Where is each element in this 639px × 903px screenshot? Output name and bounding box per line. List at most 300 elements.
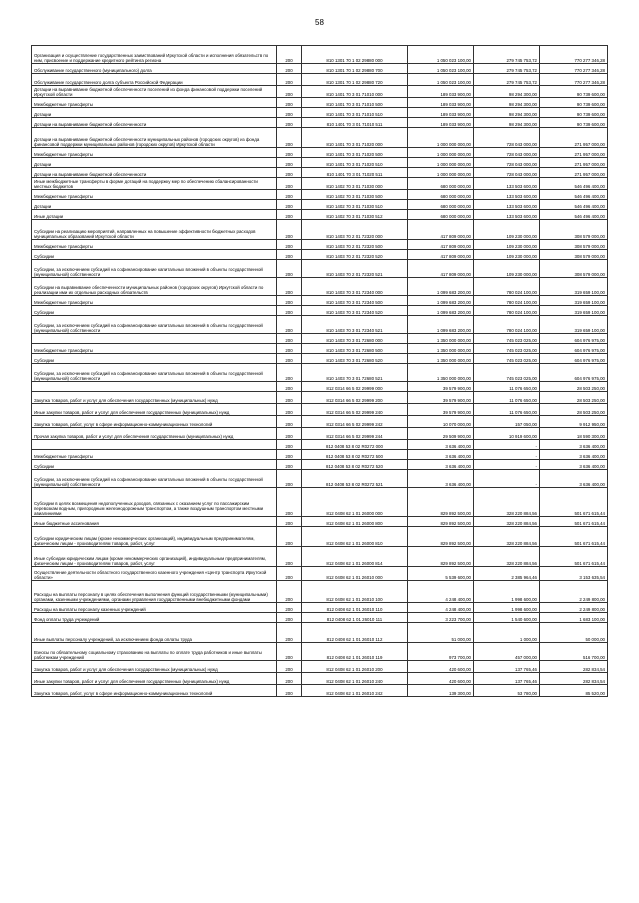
row-unexecuted-amount: 282 834,54 bbox=[540, 661, 608, 673]
table-row bbox=[32, 567, 608, 581]
row-name: Субсидии, за исключением субсидий на софинансирование капитальных вложений в объекты государственной (муниципальной) собственности bbox=[32, 316, 277, 334]
row-budget-code: 812 0408 62 1 01 26010 200 bbox=[302, 661, 408, 673]
row-admin-code: 200 bbox=[277, 240, 302, 250]
row-name: Субсидии, за исключением субсидий на софинансирование капитальных вложений в объекты государственной (муниципальной) собственности bbox=[32, 260, 277, 278]
row-budget-code: 810 1301 70 1 02 29880 000 bbox=[302, 46, 408, 64]
row-budget-code: 810 1403 70 3 01 72680 521 bbox=[302, 364, 408, 382]
table-row bbox=[32, 210, 608, 220]
table-row bbox=[32, 148, 608, 158]
row-admin-code: 200 bbox=[277, 428, 302, 440]
row-admin-code: 200 bbox=[277, 581, 302, 603]
row-unexecuted-amount: 516 700,00 bbox=[540, 643, 608, 661]
table-row bbox=[32, 527, 608, 547]
table-row bbox=[32, 392, 608, 404]
row-name: Межбюджетные трансферты bbox=[32, 450, 277, 460]
row-unexecuted-amount: 28 503 250,00 bbox=[540, 392, 608, 404]
row-executed-amount: 728 043 000,00 bbox=[474, 158, 540, 168]
row-executed-amount: 1 998 600,00 bbox=[474, 581, 540, 603]
row-budget-code: 810 1401 70 3 01 71020 000 bbox=[302, 128, 408, 148]
row-unexecuted-amount: 90 739 600,00 bbox=[540, 108, 608, 118]
row-executed-amount: 2 385 964,46 bbox=[474, 567, 540, 581]
row-name: Субсидии в целях возмещения недополученных доходов, связанных с оказанием услуг по пассажирским перевозкам водным, пригородным железнодорожным транспортом, а также воздушным транспортом местными авиалиниями bbox=[32, 488, 277, 517]
row-admin-code: 200 bbox=[277, 460, 302, 470]
row-name bbox=[32, 382, 277, 392]
row-unexecuted-amount: 319 659 100,00 bbox=[540, 296, 608, 306]
row-unexecuted-amount: 3 636 400,00 bbox=[540, 470, 608, 488]
row-executed-amount: 780 024 100,00 bbox=[474, 296, 540, 306]
row-unexecuted-amount: 604 976 975,00 bbox=[540, 334, 608, 344]
row-budget-code: 810 1403 70 3 01 72340 000 bbox=[302, 278, 408, 296]
row-budget-code: 810 1402 70 3 01 71030 000 bbox=[302, 178, 408, 190]
row-name: Закупка товаров, работ, услуг в сфере информационно-коммуникационных технологий bbox=[32, 416, 277, 428]
row-name: Иные закупки товаров, работ и услуг для обеспечения государственных (муниципальных) нужд bbox=[32, 673, 277, 685]
table-row bbox=[32, 450, 608, 460]
row-admin-code: 200 bbox=[277, 190, 302, 200]
row-budget-code: 812 0408 62 1 01 26010 100 bbox=[302, 581, 408, 603]
row-budget-code: 810 1402 70 3 01 71030 510 bbox=[302, 200, 408, 210]
row-unexecuted-amount: 546 496 400,00 bbox=[540, 178, 608, 190]
row-executed-amount: 109 230 000,00 bbox=[474, 260, 540, 278]
row-executed-amount: 109 230 000,00 bbox=[474, 220, 540, 240]
table-row bbox=[32, 306, 608, 316]
table-row bbox=[32, 603, 608, 613]
row-name: Дотации на выравнивание бюджетной обеспеченности поселений из фонда финансовой поддержки поселений Иркутской области bbox=[32, 86, 277, 98]
row-approved-amount: 1 350 000 000,00 bbox=[408, 344, 474, 354]
table-row bbox=[32, 46, 608, 64]
row-executed-amount: 780 024 100,00 bbox=[474, 316, 540, 334]
table-row bbox=[32, 364, 608, 382]
row-unexecuted-amount: 3 153 635,54 bbox=[540, 567, 608, 581]
row-unexecuted-amount: 546 496 400,00 bbox=[540, 190, 608, 200]
row-executed-amount: 109 230 000,00 bbox=[474, 250, 540, 260]
row-budget-code: 812 0408 62 1 01 26000 814 bbox=[302, 547, 408, 567]
row-budget-code: 812 0314 66 5 02 29999 242 bbox=[302, 416, 408, 428]
row-budget-code: 810 1403 70 3 01 72340 521 bbox=[302, 316, 408, 334]
row-executed-amount: 279 745 753,72 bbox=[474, 74, 540, 86]
row-admin-code: 200 bbox=[277, 334, 302, 344]
table-row bbox=[32, 118, 608, 128]
row-budget-code: 810 1402 70 3 01 71030 512 bbox=[302, 210, 408, 220]
table-row bbox=[32, 440, 608, 450]
row-unexecuted-amount: 546 496 400,00 bbox=[540, 210, 608, 220]
row-budget-code: 810 1401 70 3 01 71020 500 bbox=[302, 148, 408, 158]
budget-table bbox=[31, 45, 608, 697]
row-admin-code: 200 bbox=[277, 613, 302, 623]
row-name: Межбюджетные трансферты bbox=[32, 148, 277, 158]
row-name: Закупка товаров, работ и услуг для обеспечения государственных (муниципальных) нужд bbox=[32, 392, 277, 404]
table-row bbox=[32, 673, 608, 685]
row-name: Дотации bbox=[32, 200, 277, 210]
row-executed-amount: 133 503 600,00 bbox=[474, 210, 540, 220]
row-admin-code: 200 bbox=[277, 210, 302, 220]
row-budget-code: 810 1403 70 3 01 72340 500 bbox=[302, 296, 408, 306]
table-row bbox=[32, 470, 608, 488]
row-approved-amount: 4 248 400,00 bbox=[408, 581, 474, 603]
row-budget-code: 812 0408 62 1 01 26010 240 bbox=[302, 673, 408, 685]
row-admin-code: 200 bbox=[277, 643, 302, 661]
row-name: Субсидии, за исключением субсидий на софинансирование капитальных вложений в объекты государственной (муниципальной) собственности bbox=[32, 364, 277, 382]
table-row bbox=[32, 428, 608, 440]
row-budget-code: 812 0408 53 8 02 R0272 500 bbox=[302, 450, 408, 460]
row-executed-amount: 11 076 650,00 bbox=[474, 392, 540, 404]
row-admin-code: 200 bbox=[277, 158, 302, 168]
row-name: Субсидии на реализацию мероприятий, направленных на повышение эффективности бюджетных расходов муниципальных образований Иркутской области bbox=[32, 220, 277, 240]
row-executed-amount: 157 050,00 bbox=[474, 416, 540, 428]
row-admin-code: 200 bbox=[277, 547, 302, 567]
table-row bbox=[32, 64, 608, 74]
row-name: Дотации bbox=[32, 108, 277, 118]
row-unexecuted-amount: 50 000,00 bbox=[540, 623, 608, 643]
row-unexecuted-amount: 3 636 400,00 bbox=[540, 440, 608, 450]
row-budget-code: 810 1403 70 2 01 72320 521 bbox=[302, 260, 408, 278]
row-approved-amount: 51 000,00 bbox=[408, 623, 474, 643]
table-row bbox=[32, 86, 608, 98]
row-approved-amount: 189 033 900,00 bbox=[408, 98, 474, 108]
row-name bbox=[32, 440, 277, 450]
row-name: Межбюджетные трансферты bbox=[32, 98, 277, 108]
table-row bbox=[32, 128, 608, 148]
row-unexecuted-amount: 282 834,54 bbox=[540, 673, 608, 685]
row-admin-code: 200 bbox=[277, 200, 302, 210]
row-executed-amount: 745 023 025,00 bbox=[474, 344, 540, 354]
row-unexecuted-amount: 770 277 346,28 bbox=[540, 64, 608, 74]
row-name: Прочая закупка товаров, работ и услуг для обеспечения государственных (муниципальных) нужд bbox=[32, 428, 277, 440]
table-row bbox=[32, 260, 608, 278]
table-row bbox=[32, 547, 608, 567]
row-unexecuted-amount: 770 277 346,28 bbox=[540, 46, 608, 64]
row-budget-code: 810 1401 70 3 01 71010 500 bbox=[302, 98, 408, 108]
table-row bbox=[32, 517, 608, 527]
row-admin-code: 200 bbox=[277, 250, 302, 260]
row-budget-code: 810 1401 70 3 01 71020 511 bbox=[302, 168, 408, 178]
row-unexecuted-amount: 319 659 100,00 bbox=[540, 306, 608, 316]
table-row bbox=[32, 250, 608, 260]
row-admin-code: 200 bbox=[277, 567, 302, 581]
row-name: Расходы на выплаты персоналу в целях обеспечения выполнения функций государственными (муниципальными) органами, казенными учреждениями, органами управления государственными внебюджетными фондами bbox=[32, 581, 277, 603]
table-row bbox=[32, 178, 608, 190]
row-approved-amount: 1 099 683 200,00 bbox=[408, 316, 474, 334]
row-admin-code: 200 bbox=[277, 440, 302, 450]
row-approved-amount: 829 892 500,00 bbox=[408, 547, 474, 567]
page-number: 58 bbox=[315, 18, 324, 27]
row-admin-code: 200 bbox=[277, 74, 302, 86]
row-admin-code: 200 bbox=[277, 470, 302, 488]
table-row bbox=[32, 98, 608, 108]
table-row bbox=[32, 220, 608, 240]
row-approved-amount: 5 539 600,00 bbox=[408, 567, 474, 581]
row-name: Иные бюджетные ассигнования bbox=[32, 517, 277, 527]
row-name: Субсидии юридическим лицам (кроме некоммерческих организаций), индивидуальным предпринимателям, физическим лицам - производителям товаров, работ, услуг bbox=[32, 527, 277, 547]
row-unexecuted-amount: 271 957 000,00 bbox=[540, 168, 608, 178]
row-approved-amount: 1 099 683 200,00 bbox=[408, 278, 474, 296]
row-name: Взносы по обязательному социальному страхованию на выплаты по оплате труда работников и иные выплаты работникам учреждений bbox=[32, 643, 277, 661]
row-approved-amount: 39 579 900,00 bbox=[408, 404, 474, 416]
table-row bbox=[32, 643, 608, 661]
row-approved-amount: 10 070 000,00 bbox=[408, 416, 474, 428]
row-name: Расходы на выплаты персоналу казенных учреждений bbox=[32, 603, 277, 613]
row-approved-amount: 1 350 000 000,00 bbox=[408, 334, 474, 344]
row-budget-code: 812 0314 66 5 02 29999 000 bbox=[302, 382, 408, 392]
row-budget-code: 810 1403 70 3 01 72680 000 bbox=[302, 334, 408, 344]
row-executed-amount: 98 294 300,00 bbox=[474, 98, 540, 108]
row-name: Дотации bbox=[32, 158, 277, 168]
row-name: Межбюджетные трансферты bbox=[32, 240, 277, 250]
row-admin-code: 200 bbox=[277, 98, 302, 108]
row-unexecuted-amount: 28 503 250,00 bbox=[540, 382, 608, 392]
row-unexecuted-amount: 319 659 100,00 bbox=[540, 316, 608, 334]
row-admin-code: 200 bbox=[277, 178, 302, 190]
row-budget-code: 810 1401 70 3 01 71010 000 bbox=[302, 86, 408, 98]
row-approved-amount: 829 892 500,00 bbox=[408, 517, 474, 527]
row-unexecuted-amount: 28 503 250,00 bbox=[540, 404, 608, 416]
row-name: Межбюджетные трансферты bbox=[32, 190, 277, 200]
row-approved-amount: 417 809 000,00 bbox=[408, 240, 474, 250]
table-row bbox=[32, 460, 608, 470]
row-admin-code: 200 bbox=[277, 517, 302, 527]
row-name: Межбюджетные трансферты bbox=[32, 344, 277, 354]
row-name: Осуществление деятельности областного государственного казенного учреждения «Центр транспорта Иркутской области» bbox=[32, 567, 277, 581]
row-admin-code: 200 bbox=[277, 527, 302, 547]
row-unexecuted-amount: 90 739 600,00 bbox=[540, 118, 608, 128]
row-executed-amount: 328 220 884,56 bbox=[474, 547, 540, 567]
row-budget-code: 812 0408 62 1 01 26010 119 bbox=[302, 643, 408, 661]
row-executed-amount: 133 503 600,00 bbox=[474, 200, 540, 210]
table-row bbox=[32, 661, 608, 673]
row-unexecuted-amount: 546 496 400,00 bbox=[540, 200, 608, 210]
row-budget-code: 810 1401 70 3 01 71020 510 bbox=[302, 158, 408, 168]
row-admin-code: 200 bbox=[277, 685, 302, 697]
row-admin-code: 200 bbox=[277, 354, 302, 364]
row-approved-amount: 1 050 023 100,00 bbox=[408, 46, 474, 64]
row-name: Закупка товаров, работ и услуг для обеспечения государственных (муниципальных) нужд bbox=[32, 661, 277, 673]
row-unexecuted-amount: 2 249 800,00 bbox=[540, 581, 608, 603]
row-approved-amount: 417 809 000,00 bbox=[408, 250, 474, 260]
row-approved-amount: 1 050 023 100,00 bbox=[408, 64, 474, 74]
row-admin-code: 200 bbox=[277, 450, 302, 460]
row-budget-code: 810 1403 70 3 01 72340 520 bbox=[302, 306, 408, 316]
row-name bbox=[32, 334, 277, 344]
row-admin-code: 200 bbox=[277, 488, 302, 517]
row-executed-amount: 98 294 300,00 bbox=[474, 108, 540, 118]
row-admin-code: 200 bbox=[277, 661, 302, 673]
row-unexecuted-amount: 308 579 000,00 bbox=[540, 220, 608, 240]
row-unexecuted-amount: 770 277 346,28 bbox=[540, 74, 608, 86]
row-approved-amount: 189 033 900,00 bbox=[408, 86, 474, 98]
row-name: Иные субсидии юридическим лицам (кроме некоммерческих организаций), индивидуальным предпринимателям, физическим лицам - производителям товаров, работ, услуг bbox=[32, 547, 277, 567]
row-name: Субсидии bbox=[32, 250, 277, 260]
row-unexecuted-amount: 604 976 975,00 bbox=[540, 354, 608, 364]
row-admin-code: 200 bbox=[277, 108, 302, 118]
row-approved-amount: 680 000 000,00 bbox=[408, 190, 474, 200]
table-row bbox=[32, 382, 608, 392]
row-approved-amount: 3 636 400,00 bbox=[408, 470, 474, 488]
row-unexecuted-amount: 319 659 100,00 bbox=[540, 278, 608, 296]
row-unexecuted-amount: 3 636 400,00 bbox=[540, 450, 608, 460]
row-executed-amount: 780 024 100,00 bbox=[474, 306, 540, 316]
row-unexecuted-amount: 308 579 000,00 bbox=[540, 240, 608, 250]
row-approved-amount: 420 600,00 bbox=[408, 661, 474, 673]
row-budget-code: 812 0408 62 1 01 26000 810 bbox=[302, 527, 408, 547]
row-approved-amount: 1 000 000 000,00 bbox=[408, 168, 474, 178]
row-executed-amount: 109 230 000,00 bbox=[474, 240, 540, 250]
table-row bbox=[32, 200, 608, 210]
row-budget-code: 810 1301 70 1 02 29880 700 bbox=[302, 64, 408, 74]
row-name: Межбюджетные трансферты bbox=[32, 296, 277, 306]
row-approved-amount: 29 509 900,00 bbox=[408, 428, 474, 440]
row-executed-amount: 133 503 600,00 bbox=[474, 190, 540, 200]
row-unexecuted-amount: 85 520,00 bbox=[540, 685, 608, 697]
row-executed-amount: 1 540 600,00 bbox=[474, 613, 540, 623]
row-budget-code: 812 0408 53 8 02 R0272 520 bbox=[302, 460, 408, 470]
table-row bbox=[32, 488, 608, 517]
row-admin-code: 200 bbox=[277, 128, 302, 148]
table-row bbox=[32, 344, 608, 354]
row-admin-code: 200 bbox=[277, 278, 302, 296]
row-budget-code: 810 1403 70 2 01 72320 500 bbox=[302, 240, 408, 250]
row-approved-amount: 1 099 683 200,00 bbox=[408, 296, 474, 306]
row-unexecuted-amount: 501 671 615,44 bbox=[540, 527, 608, 547]
row-admin-code: 200 bbox=[277, 364, 302, 382]
row-executed-amount: 11 076 650,00 bbox=[474, 404, 540, 416]
row-admin-code: 200 bbox=[277, 118, 302, 128]
row-executed-amount: 780 024 100,00 bbox=[474, 278, 540, 296]
row-executed-amount: 728 043 000,00 bbox=[474, 128, 540, 148]
row-approved-amount: 39 579 900,00 bbox=[408, 382, 474, 392]
row-name: Обслуживание государственного долга субъекта Российской Федерации bbox=[32, 74, 277, 86]
row-executed-amount: 328 220 884,56 bbox=[474, 517, 540, 527]
row-budget-code: 810 1403 70 3 01 72680 500 bbox=[302, 344, 408, 354]
row-approved-amount: 417 809 000,00 bbox=[408, 260, 474, 278]
row-approved-amount: 1 099 683 200,00 bbox=[408, 306, 474, 316]
row-unexecuted-amount: 1 683 100,00 bbox=[540, 613, 608, 623]
row-unexecuted-amount: 90 739 600,00 bbox=[540, 98, 608, 108]
row-approved-amount: 189 033 900,00 bbox=[408, 118, 474, 128]
row-executed-amount: 98 294 300,00 bbox=[474, 86, 540, 98]
row-unexecuted-amount: 501 671 615,44 bbox=[540, 488, 608, 517]
budget-table-body bbox=[32, 46, 608, 697]
row-executed-amount: 279 745 753,72 bbox=[474, 64, 540, 74]
row-executed-amount: 728 043 000,00 bbox=[474, 168, 540, 178]
row-name: Дотации на выравнивание бюджетной обеспеченности муниципальных районов (городских округов) из фонда финансовой поддержки муниципальных районов (городских округов) Иркутской области bbox=[32, 128, 277, 148]
row-name: Организация и осуществление государственных заимствований Иркутской области и исполнения обязательств по ним, присвоение и поддержание кредитного рейтинга региона bbox=[32, 46, 277, 64]
row-admin-code: 200 bbox=[277, 416, 302, 428]
table-row bbox=[32, 404, 608, 416]
row-approved-amount: 417 809 000,00 bbox=[408, 220, 474, 240]
table-row bbox=[32, 623, 608, 643]
row-admin-code: 200 bbox=[277, 603, 302, 613]
row-budget-code: 812 0314 66 5 02 29999 200 bbox=[302, 392, 408, 404]
row-admin-code: 200 bbox=[277, 404, 302, 416]
row-name: Субсидии bbox=[32, 460, 277, 470]
table-row bbox=[32, 158, 608, 168]
table-row bbox=[32, 581, 608, 603]
row-admin-code: 200 bbox=[277, 168, 302, 178]
row-budget-code: 810 1402 70 3 01 71030 500 bbox=[302, 190, 408, 200]
row-unexecuted-amount: 271 957 000,00 bbox=[540, 128, 608, 148]
row-approved-amount: 139 300,00 bbox=[408, 685, 474, 697]
row-budget-code: 810 1403 70 2 01 72320 000 bbox=[302, 220, 408, 240]
row-executed-amount: 745 023 025,00 bbox=[474, 334, 540, 344]
row-admin-code: 200 bbox=[277, 316, 302, 334]
row-budget-code: 812 0408 62 1 01 26000 800 bbox=[302, 517, 408, 527]
row-name: Обслуживание государственного (муниципального) долга bbox=[32, 64, 277, 74]
table-row bbox=[32, 685, 608, 697]
row-executed-amount: 745 023 025,00 bbox=[474, 364, 540, 382]
row-admin-code: 200 bbox=[277, 296, 302, 306]
row-executed-amount: - bbox=[474, 450, 540, 460]
row-approved-amount: 680 000 000,00 bbox=[408, 210, 474, 220]
table-row bbox=[32, 190, 608, 200]
row-executed-amount: 137 765,46 bbox=[474, 661, 540, 673]
row-approved-amount: 3 223 700,00 bbox=[408, 613, 474, 623]
row-approved-amount: 1 350 000 000,00 bbox=[408, 354, 474, 364]
row-admin-code: 200 bbox=[277, 64, 302, 74]
row-approved-amount: 973 700,00 bbox=[408, 643, 474, 661]
row-executed-amount: 1 000,00 bbox=[474, 623, 540, 643]
row-name: Иные закупки товаров, работ и услуг для обеспечения государственных (муниципальных) нужд bbox=[32, 404, 277, 416]
row-name: Субсидии bbox=[32, 354, 277, 364]
row-approved-amount: 1 000 000 000,00 bbox=[408, 148, 474, 158]
row-name: Субсидии на выравнивание обеспеченности муниципальных районов (городских округов) Иркутской области по реализации ими их отдельных расходных обязательств bbox=[32, 278, 277, 296]
table-row bbox=[32, 416, 608, 428]
row-executed-amount: 1 998 600,00 bbox=[474, 603, 540, 613]
row-budget-code: 812 0408 62 1 01 26010 110 bbox=[302, 603, 408, 613]
row-admin-code: 200 bbox=[277, 86, 302, 98]
row-approved-amount: 39 579 900,00 bbox=[408, 392, 474, 404]
row-approved-amount: 680 000 000,00 bbox=[408, 178, 474, 190]
row-approved-amount: 4 248 400,00 bbox=[408, 603, 474, 613]
row-budget-code: 812 0408 53 8 02 R0272 521 bbox=[302, 470, 408, 488]
row-executed-amount: 279 745 753,72 bbox=[474, 46, 540, 64]
row-executed-amount: 137 765,46 bbox=[474, 673, 540, 685]
row-executed-amount: 328 220 884,56 bbox=[474, 527, 540, 547]
row-approved-amount: 3 636 400,00 bbox=[408, 440, 474, 450]
table-row bbox=[32, 613, 608, 623]
row-budget-code: 812 0408 53 8 02 R0272 000 bbox=[302, 440, 408, 450]
row-admin-code: 200 bbox=[277, 623, 302, 643]
row-unexecuted-amount: 271 957 000,00 bbox=[540, 148, 608, 158]
row-budget-code: 812 0408 62 1 01 26010 112 bbox=[302, 623, 408, 643]
row-executed-amount: 457 000,00 bbox=[474, 643, 540, 661]
row-budget-code: 810 1401 70 3 01 71010 510 bbox=[302, 108, 408, 118]
row-budget-code: 812 0314 66 5 02 29999 240 bbox=[302, 404, 408, 416]
row-budget-code: 812 0408 62 1 01 26010 000 bbox=[302, 567, 408, 581]
row-admin-code: 200 bbox=[277, 148, 302, 158]
row-admin-code: 200 bbox=[277, 673, 302, 685]
row-executed-amount: 53 780,00 bbox=[474, 685, 540, 697]
row-admin-code: 200 bbox=[277, 306, 302, 316]
row-executed-amount: 728 043 000,00 bbox=[474, 148, 540, 158]
row-budget-code: 812 0408 62 1 01 26010 242 bbox=[302, 685, 408, 697]
row-name: Дотации на выравнивание бюджетной обеспеченности bbox=[32, 168, 277, 178]
row-approved-amount: 829 892 500,00 bbox=[408, 488, 474, 517]
table-row bbox=[32, 334, 608, 344]
row-name: Фонд оплаты труда учреждений bbox=[32, 613, 277, 623]
row-name: Субсидии bbox=[32, 306, 277, 316]
row-approved-amount: 189 033 900,00 bbox=[408, 108, 474, 118]
row-admin-code: 200 bbox=[277, 220, 302, 240]
row-approved-amount: 829 892 500,00 bbox=[408, 527, 474, 547]
table-row bbox=[32, 74, 608, 86]
table-row bbox=[32, 296, 608, 306]
row-executed-amount: 133 503 600,00 bbox=[474, 178, 540, 190]
row-budget-code: 810 1401 70 3 01 71010 511 bbox=[302, 118, 408, 128]
row-executed-amount: - bbox=[474, 470, 540, 488]
row-name: Иные дотации bbox=[32, 210, 277, 220]
row-unexecuted-amount: 90 739 600,00 bbox=[540, 86, 608, 98]
row-approved-amount: 1 000 000 000,00 bbox=[408, 128, 474, 148]
row-name: Иные выплаты персоналу учреждений, за исключением фонда оплаты труда bbox=[32, 623, 277, 643]
